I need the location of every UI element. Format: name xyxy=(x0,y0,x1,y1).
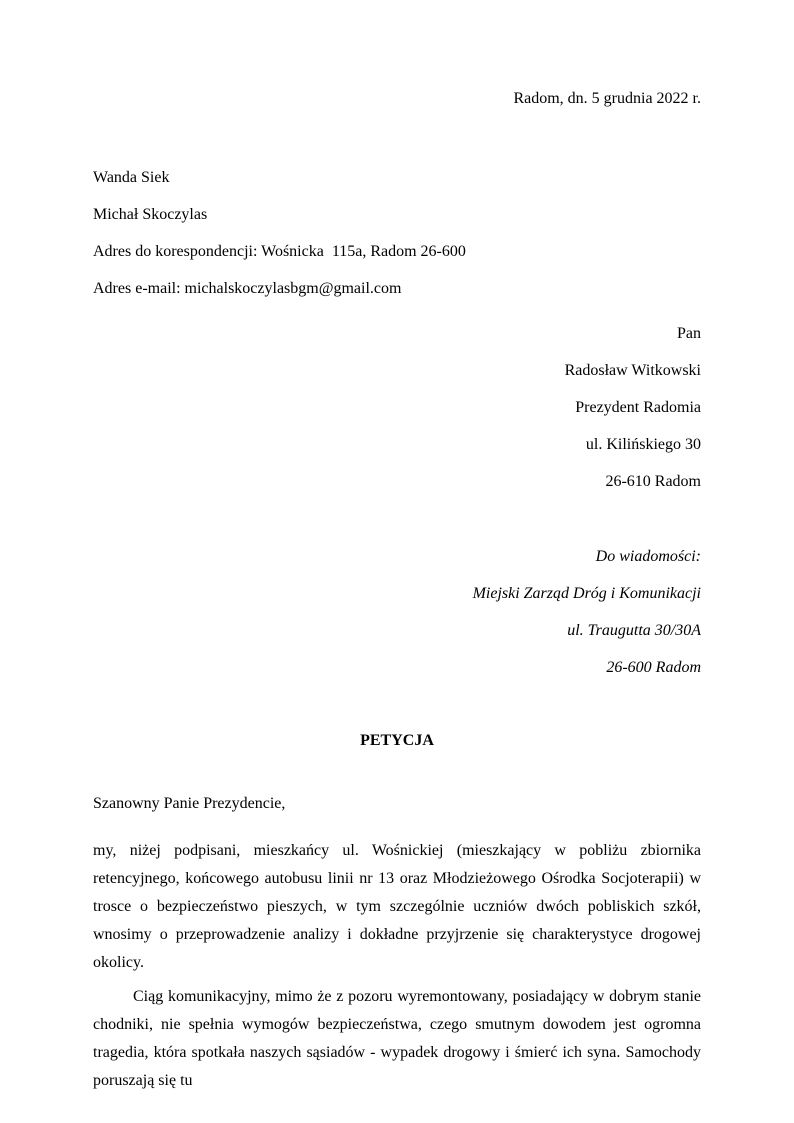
cc-organization: Miejski Zarząd Dróg i Komunikacji xyxy=(472,585,701,602)
cc-label: Do wiadomości: xyxy=(595,548,701,565)
recipient-title: Prezydent Radomia xyxy=(575,399,701,416)
sender-block xyxy=(93,159,701,307)
document-title: PETYCJA xyxy=(360,732,434,749)
recipient-city: 26-610 Radom xyxy=(605,473,701,490)
cc-street: ul. Traugutta 30/30A xyxy=(567,622,701,639)
recipient-name: Radosław Witkowski xyxy=(564,362,701,379)
body-paragraph-2: Ciąg komunikacyjny, mimo że z pozoru wyremontowany, posiadający w dobrym stanie chodniki, nie spełnia wymogów bezpieczeństwa, czego smutnym dowodem jest ogromna tragedia, która spotkała naszych sąsiadów - wypadek drogowy i śmierć ich syna. Samochody poruszają się tu xyxy=(93,988,701,1089)
salutation: Szanowny Panie Prezydencie, xyxy=(93,795,286,812)
date-line: Radom, dn. 5 grudnia 2022 r. xyxy=(513,90,701,107)
body-paragraph-1: my, niżej podpisani, mieszkańcy ul. Wośnickiej (mieszkający w pobliżu zbiornika retencyjnego, końcowego autobusu linii nr 13 oraz Młodzieżowego Ośrodka Socjoterapii) w trosce o bezpieczeństwo pieszych, w tym szczególnie uczniów dwóch pobliskich szkół, wnosimy o przeprowadzenie analizy i dokładne przyjrzenie się charakterystyce drogowej okolicy. xyxy=(93,842,701,971)
cc-block xyxy=(93,538,701,686)
sender-name-2: Michał Skoczylas xyxy=(93,206,208,223)
recipient-block xyxy=(93,315,701,500)
sender-postal-address: Adres do korespondencji: Wośnicka 115a, Radom 26-600 xyxy=(93,243,466,260)
recipient-street: ul. Kilińskiego 30 xyxy=(585,436,701,453)
sender-name-1: Wanda Siek xyxy=(93,169,170,186)
sender-email-address: Adres e-mail: michalskoczylasbgm@gmail.com xyxy=(93,280,402,297)
cc-city: 26-600 Radom xyxy=(606,659,701,676)
recipient-honorific: Pan xyxy=(677,325,701,342)
